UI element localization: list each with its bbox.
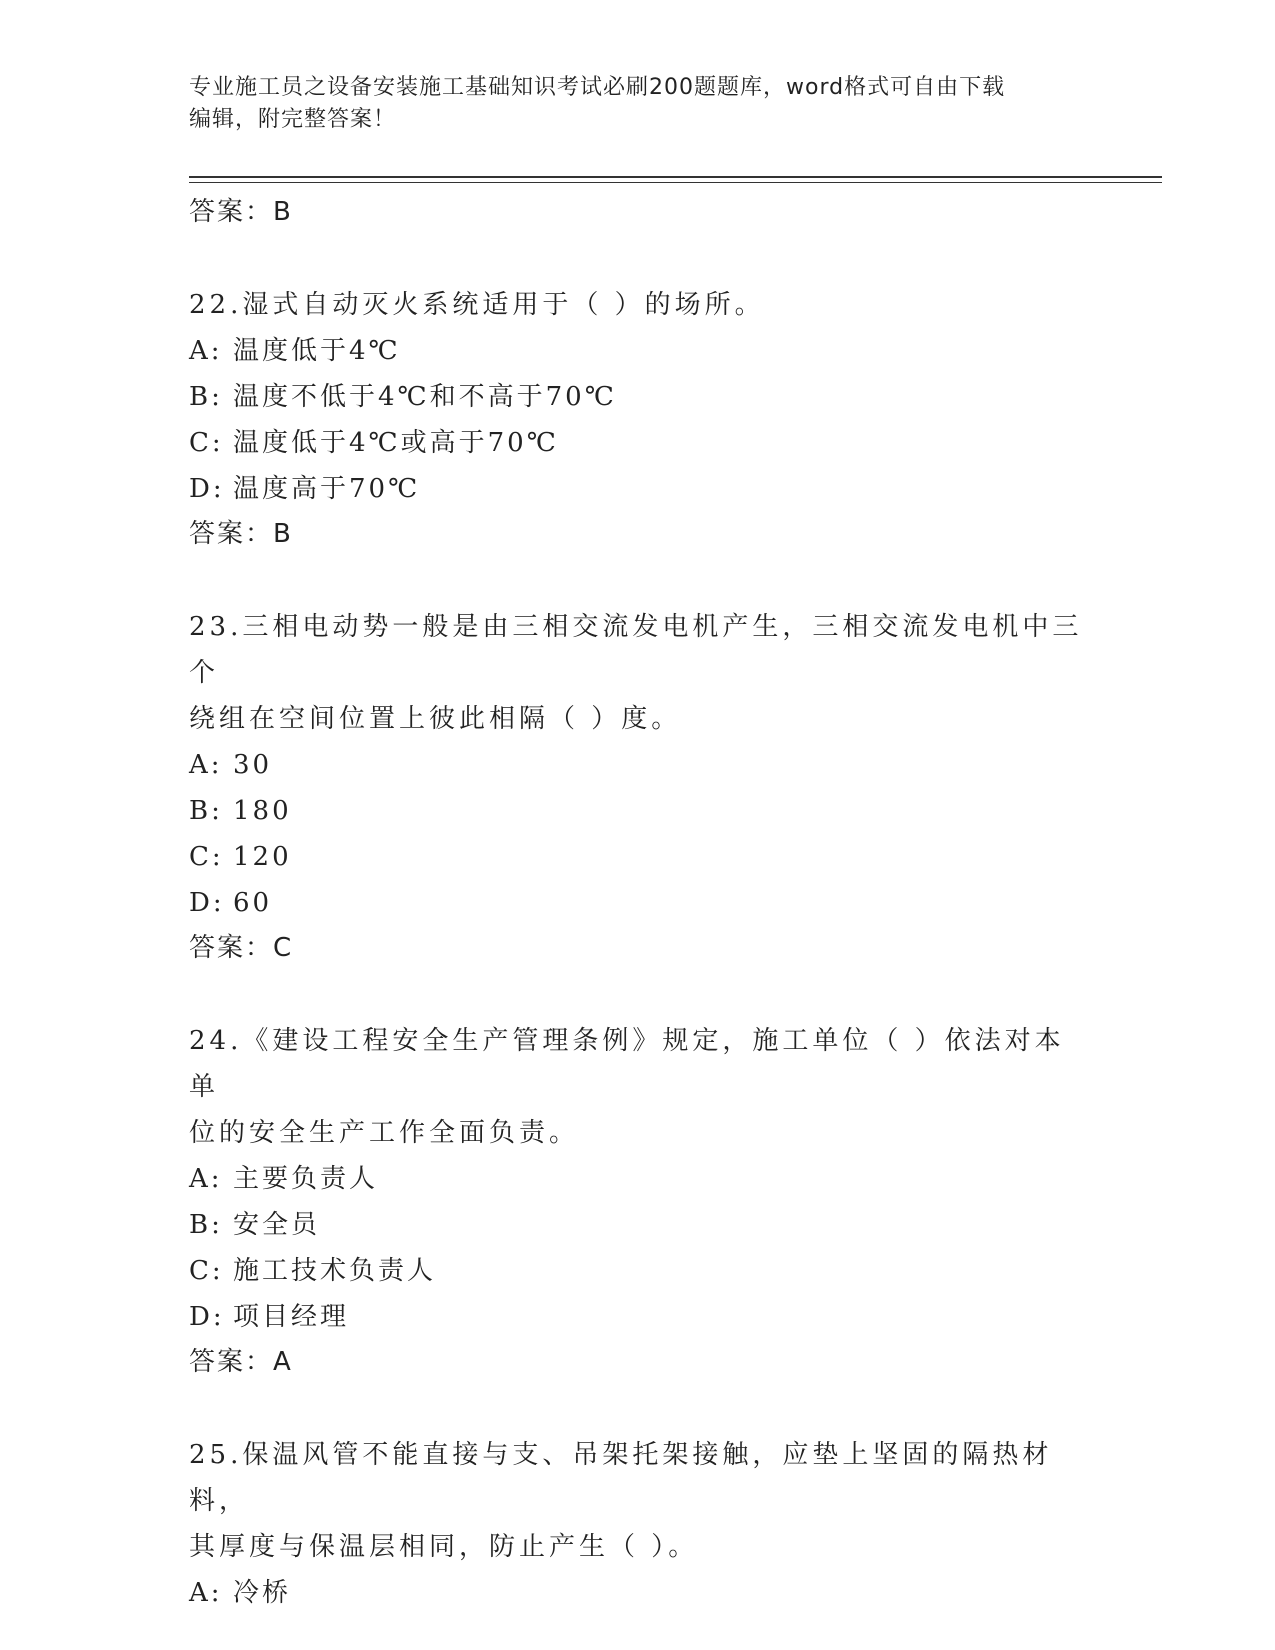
option-text: 温度不低于4℃和不高于70℃ [233, 382, 617, 412]
option-letter: B: [189, 1210, 223, 1240]
option-b [189, 788, 1089, 834]
header-rule-thin [189, 182, 1162, 183]
option-letter: D: [189, 474, 225, 504]
option-text: 30 [233, 750, 273, 780]
option-text: 冷桥 [233, 1578, 292, 1608]
question-text-line: 23.三相电动势一般是由三相交流发电机产生，三相交流发电机中三个 [189, 612, 1083, 688]
header-line-1: 专业施工员之设备安装施工基础知识考试必刷200题题库，word格式可自由下载 [189, 75, 1006, 100]
option-text: 120 [233, 842, 292, 872]
question-text-line: 24.《建设工程安全生产管理条例》规定，施工单位（ ）依法对本单 [189, 1026, 1065, 1102]
question-text [189, 604, 1089, 742]
option-letter: B: [189, 382, 223, 412]
option-a [189, 1570, 1089, 1616]
question-text-line: 25.保温风管不能直接与支、吊架托架接触，应垫上坚固的隔热材料， [189, 1440, 1053, 1516]
header-line-2: 编辑，附完整答案！ [189, 107, 397, 132]
option-text: 180 [233, 796, 292, 826]
option-b [189, 374, 1089, 420]
option-text: 主要负责人 [233, 1164, 379, 1194]
option-a [189, 328, 1089, 374]
option-letter: B: [189, 796, 223, 826]
option-letter: D: [189, 1302, 225, 1332]
option-text: 安全员 [233, 1210, 321, 1240]
option-letter: A: [189, 336, 223, 366]
option-letter: A: [189, 1578, 223, 1608]
option-text: 温度高于70℃ [233, 474, 421, 504]
header-rule-thick [189, 176, 1162, 178]
option-letter: C: [189, 842, 224, 872]
option-d [189, 1294, 1089, 1340]
question-text: 22.湿式自动灭火系统适用于（ ）的场所。 [189, 290, 765, 320]
option-letter: A: [189, 750, 223, 780]
option-text: 施工技术负责人 [233, 1256, 437, 1286]
answer-line: 答案：A [189, 1347, 293, 1377]
option-text: 60 [233, 888, 273, 918]
option-letter: A: [189, 1164, 223, 1194]
option-c [189, 420, 1089, 466]
question-text [189, 1018, 1089, 1156]
answer-line: 答案：C [189, 933, 294, 963]
option-d [189, 880, 1089, 926]
question-25 [189, 1432, 1089, 1616]
question-text-line: 绕组在空间位置上彼此相隔（ ）度。 [189, 704, 682, 734]
option-letter: C: [189, 1256, 224, 1286]
option-letter: C: [189, 428, 224, 458]
answer-line: 答案：B [189, 197, 293, 227]
option-a [189, 1156, 1089, 1202]
question-22 [189, 282, 1089, 556]
option-c [189, 834, 1089, 880]
option-d [189, 466, 1089, 512]
question-text-line: 其厚度与保温层相同，防止产生（ ）。 [189, 1532, 699, 1562]
option-b [189, 1202, 1089, 1248]
option-c [189, 1248, 1089, 1294]
option-letter: D: [189, 888, 225, 918]
option-text: 温度低于4℃或高于70℃ [233, 428, 559, 458]
option-a [189, 742, 1089, 788]
option-text: 温度低于4℃ [233, 336, 401, 366]
option-text: 项目经理 [233, 1302, 350, 1332]
document-header [189, 72, 1089, 136]
question-23 [189, 604, 1089, 970]
question-text-line: 位的安全生产工作全面负责。 [189, 1118, 580, 1148]
question-24 [189, 1018, 1089, 1384]
question-list [189, 190, 1089, 1616]
answer-line: 答案：B [189, 519, 293, 549]
question-text [189, 1432, 1089, 1570]
